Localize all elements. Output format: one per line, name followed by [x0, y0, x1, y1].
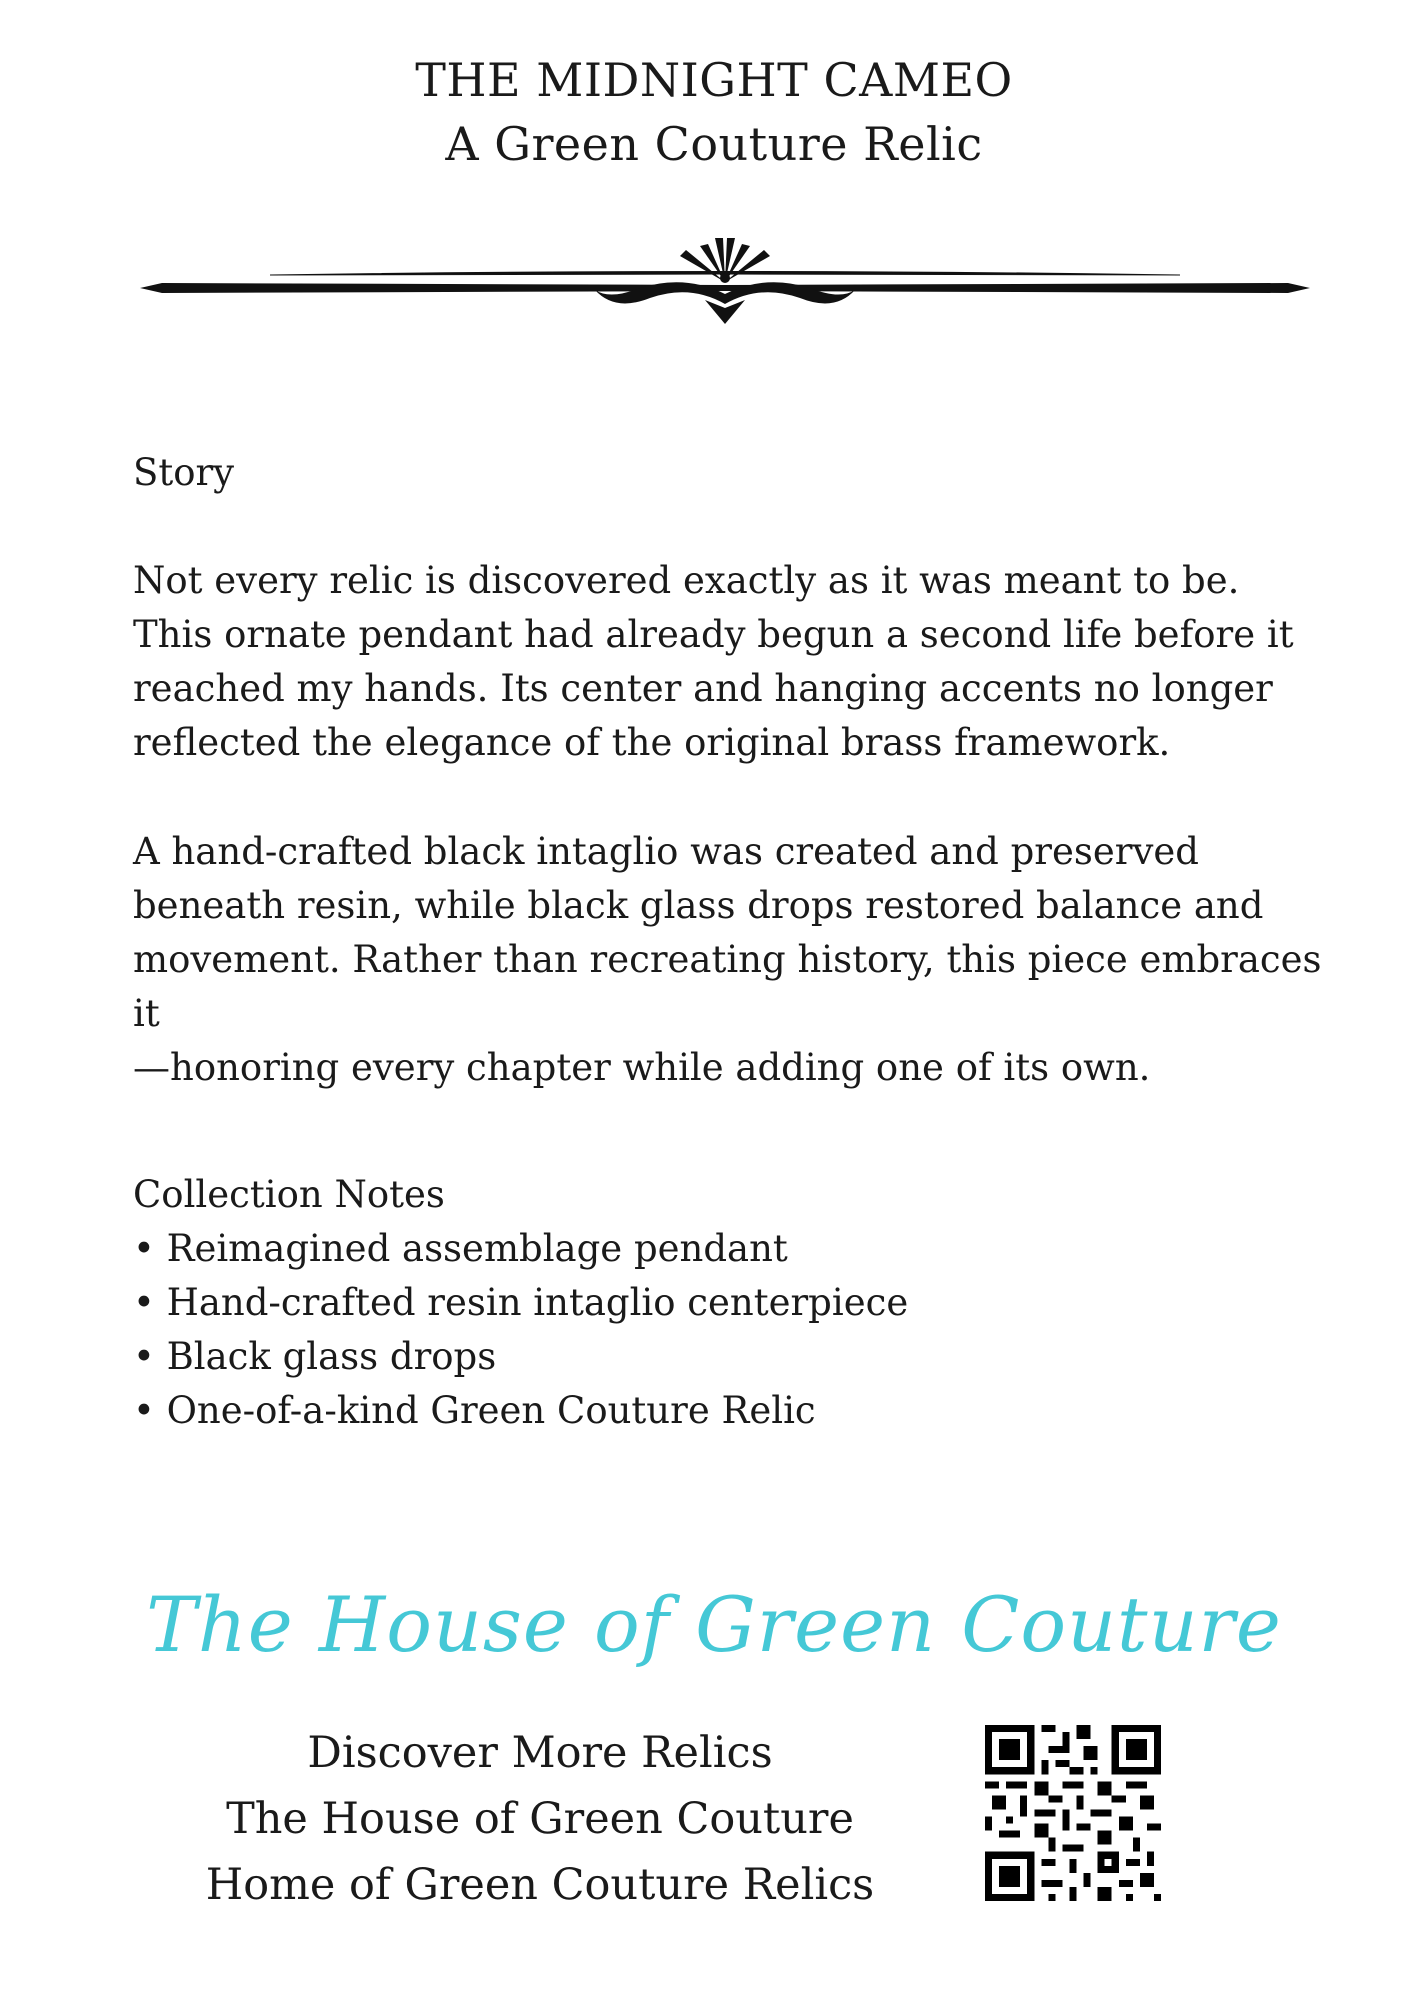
- story-heading: Story: [133, 451, 235, 494]
- text-line: —honoring every chapter while adding one of its own.: [133, 1046, 1151, 1089]
- footer-line: Home of Green Couture Relics: [205, 1860, 875, 1910]
- text-line: reflected the elegance of the original brass framework.: [133, 721, 1171, 764]
- text-line: Not every relic is discovered exactly as it was meant to be.: [133, 559, 1240, 602]
- brand-logo: [0, 1555, 1428, 1695]
- list-item: • Hand-crafted resin intaglio centerpiece: [133, 1281, 909, 1324]
- brand-script-name: The House of Green Couture: [146, 1580, 1282, 1669]
- text-line: reached my hands. Its center and hanging accents no longer: [133, 667, 1273, 710]
- text-line: A hand-crafted black intaglio was created and preserved: [133, 830, 1199, 873]
- list-item: • One-of-a-kind Green Couture Relic: [133, 1389, 816, 1432]
- title-block: [0, 48, 1428, 176]
- text-line: beneath resin, while black glass drops restored balance and: [133, 884, 1264, 927]
- list-item: • Black glass drops: [133, 1335, 497, 1378]
- collection-notes: [133, 1168, 1333, 1438]
- collection-notes-list: [133, 1222, 1333, 1438]
- footer-text: [170, 1720, 910, 1918]
- ornamental-flourish-icon: [140, 238, 1310, 324]
- story-paragraph-1: [133, 554, 1333, 770]
- page-subtitle: A Green Couture Relic: [445, 117, 983, 171]
- footer-line: Discover More Relics: [307, 1728, 773, 1778]
- list-item: • Reimagined assemblage pendant: [133, 1227, 788, 1270]
- story-paragraph-2: [133, 825, 1333, 1095]
- page-title: THE MIDNIGHT CAMEO: [415, 53, 1013, 107]
- footer-line: The House of Green Couture: [226, 1794, 854, 1844]
- collection-notes-heading: Collection Notes: [133, 1173, 445, 1216]
- text-line: movement. Rather than recreating history, this piece embraces it: [133, 938, 1322, 1035]
- text-line: This ornate pendant had already begun a second life before it: [133, 613, 1294, 656]
- qr-code-icon[interactable]: [985, 1725, 1161, 1901]
